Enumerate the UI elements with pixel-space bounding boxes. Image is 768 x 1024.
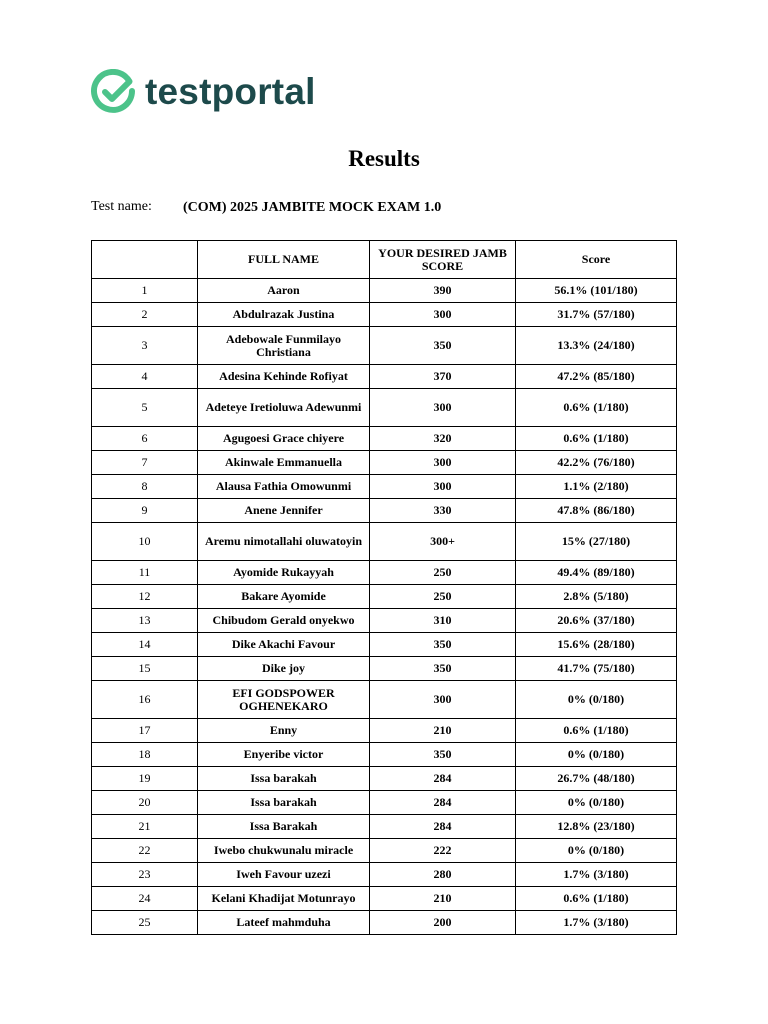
row-number: 6 [92,427,198,451]
desired-jamb-score-cell: 370 [370,365,516,389]
header-desired-jamb-score: YOUR DESIRED JAMB SCORE [370,241,516,279]
score-cell: 0.6% (1/180) [516,427,677,451]
score-cell: 15% (27/180) [516,523,677,561]
desired-jamb-score-cell: 330 [370,499,516,523]
table-row [92,523,677,561]
table-header-row [92,241,677,279]
full-name-cell: Ayomide Rukayyah [198,561,370,585]
score-cell: 31.7% (57/180) [516,303,677,327]
row-number: 21 [92,815,198,839]
row-number: 14 [92,633,198,657]
row-number: 5 [92,389,198,427]
desired-jamb-score-cell: 210 [370,719,516,743]
score-cell: 0.6% (1/180) [516,719,677,743]
table-row [92,499,677,523]
table-row [92,719,677,743]
table-row [92,839,677,863]
desired-jamb-score-cell: 300 [370,451,516,475]
full-name-cell: Adesina Kehinde Rofiyat [198,365,370,389]
desired-jamb-score-cell: 300+ [370,523,516,561]
score-cell: 0% (0/180) [516,839,677,863]
row-number: 10 [92,523,198,561]
table-row [92,279,677,303]
row-number: 9 [92,499,198,523]
table-row [92,633,677,657]
desired-jamb-score-cell: 222 [370,839,516,863]
row-number: 2 [92,303,198,327]
score-cell: 47.8% (86/180) [516,499,677,523]
row-number: 16 [92,681,198,719]
test-name-label: Test name: [91,199,152,214]
testportal-logo [91,68,316,116]
score-cell: 47.2% (85/180) [516,365,677,389]
full-name-cell: Adeteye Iretioluwa Adewunmi [198,389,370,427]
score-cell: 0.6% (1/180) [516,389,677,427]
desired-jamb-score-cell: 210 [370,887,516,911]
table-row [92,475,677,499]
row-number: 1 [92,279,198,303]
desired-jamb-score-cell: 350 [370,327,516,365]
full-name-cell: Dike joy [198,657,370,681]
table-row [92,585,677,609]
desired-jamb-score-cell: 300 [370,303,516,327]
row-number: 8 [92,475,198,499]
desired-jamb-score-cell: 350 [370,743,516,767]
score-cell: 56.1% (101/180) [516,279,677,303]
score-cell: 26.7% (48/180) [516,767,677,791]
full-name-cell: Issa Barakah [198,815,370,839]
row-number: 20 [92,791,198,815]
full-name-cell: Bakare Ayomide [198,585,370,609]
header-full-name: FULL NAME [198,241,370,279]
score-cell: 13.3% (24/180) [516,327,677,365]
desired-jamb-score-cell: 284 [370,767,516,791]
full-name-cell: Agugoesi Grace chiyere [198,427,370,451]
full-name-cell: EFI GODSPOWER OGHENEKARO [198,681,370,719]
row-number: 24 [92,887,198,911]
desired-jamb-score-cell: 284 [370,815,516,839]
score-cell: 0.6% (1/180) [516,887,677,911]
table-row [92,303,677,327]
score-cell: 0% (0/180) [516,743,677,767]
table-row [92,561,677,585]
row-number: 17 [92,719,198,743]
row-number: 12 [92,585,198,609]
test-name-value: (COM) 2025 JAMBITE MOCK EXAM 1.0 [183,200,442,215]
header-score: Score [516,241,677,279]
full-name-cell: Aremu nimotallahi oluwatoyin [198,523,370,561]
desired-jamb-score-cell: 320 [370,427,516,451]
table-row [92,451,677,475]
score-cell: 2.8% (5/180) [516,585,677,609]
full-name-cell: Kelani Khadijat Motunrayo [198,887,370,911]
header-number [92,241,198,279]
score-cell: 49.4% (89/180) [516,561,677,585]
table-row [92,327,677,365]
row-number: 22 [92,839,198,863]
full-name-cell: Issa barakah [198,767,370,791]
desired-jamb-score-cell: 310 [370,609,516,633]
score-cell: 42.2% (76/180) [516,451,677,475]
full-name-cell: Aaron [198,279,370,303]
results-table [91,240,677,935]
full-name-cell: Iweh Favour uzezi [198,863,370,887]
desired-jamb-score-cell: 390 [370,279,516,303]
row-number: 18 [92,743,198,767]
score-cell: 0% (0/180) [516,681,677,719]
full-name-cell: Iwebo chukwunalu miracle [198,839,370,863]
desired-jamb-score-cell: 200 [370,911,516,935]
desired-jamb-score-cell: 300 [370,475,516,499]
full-name-cell: Abdulrazak Justina [198,303,370,327]
full-name-cell: Chibudom Gerald onyekwo [198,609,370,633]
table-row [92,365,677,389]
desired-jamb-score-cell: 300 [370,681,516,719]
table-row [92,863,677,887]
row-number: 25 [92,911,198,935]
desired-jamb-score-cell: 350 [370,657,516,681]
row-number: 15 [92,657,198,681]
desired-jamb-score-cell: 250 [370,585,516,609]
row-number: 7 [92,451,198,475]
table-row [92,791,677,815]
table-row [92,427,677,451]
table-row [92,657,677,681]
table-row [92,911,677,935]
row-number: 13 [92,609,198,633]
row-number: 11 [92,561,198,585]
desired-jamb-score-cell: 300 [370,389,516,427]
row-number: 23 [92,863,198,887]
table-row [92,767,677,791]
full-name-cell: Adebowale Funmilayo Christiana [198,327,370,365]
check-circle-icon [91,69,137,115]
table-row [92,681,677,719]
row-number: 19 [92,767,198,791]
row-number: 3 [92,327,198,365]
full-name-cell: Enyeribe victor [198,743,370,767]
desired-jamb-score-cell: 350 [370,633,516,657]
table-row [92,815,677,839]
score-cell: 1.1% (2/180) [516,475,677,499]
score-cell: 15.6% (28/180) [516,633,677,657]
full-name-cell: Akinwale Emmanuella [198,451,370,475]
page-title: Results [348,146,420,171]
table-row [92,887,677,911]
desired-jamb-score-cell: 284 [370,791,516,815]
full-name-cell: Dike Akachi Favour [198,633,370,657]
score-cell: 41.7% (75/180) [516,657,677,681]
full-name-cell: Anene Jennifer [198,499,370,523]
desired-jamb-score-cell: 280 [370,863,516,887]
desired-jamb-score-cell: 250 [370,561,516,585]
table-row [92,743,677,767]
full-name-cell: Alausa Fathia Omowunmi [198,475,370,499]
score-cell: 12.8% (23/180) [516,815,677,839]
full-name-cell: Issa barakah [198,791,370,815]
score-cell: 1.7% (3/180) [516,863,677,887]
score-cell: 0% (0/180) [516,791,677,815]
table-row [92,389,677,427]
logo-text: testportal [145,71,316,112]
table-row [92,609,677,633]
full-name-cell: Lateef mahmduha [198,911,370,935]
score-cell: 20.6% (37/180) [516,609,677,633]
full-name-cell: Enny [198,719,370,743]
score-cell: 1.7% (3/180) [516,911,677,935]
row-number: 4 [92,365,198,389]
